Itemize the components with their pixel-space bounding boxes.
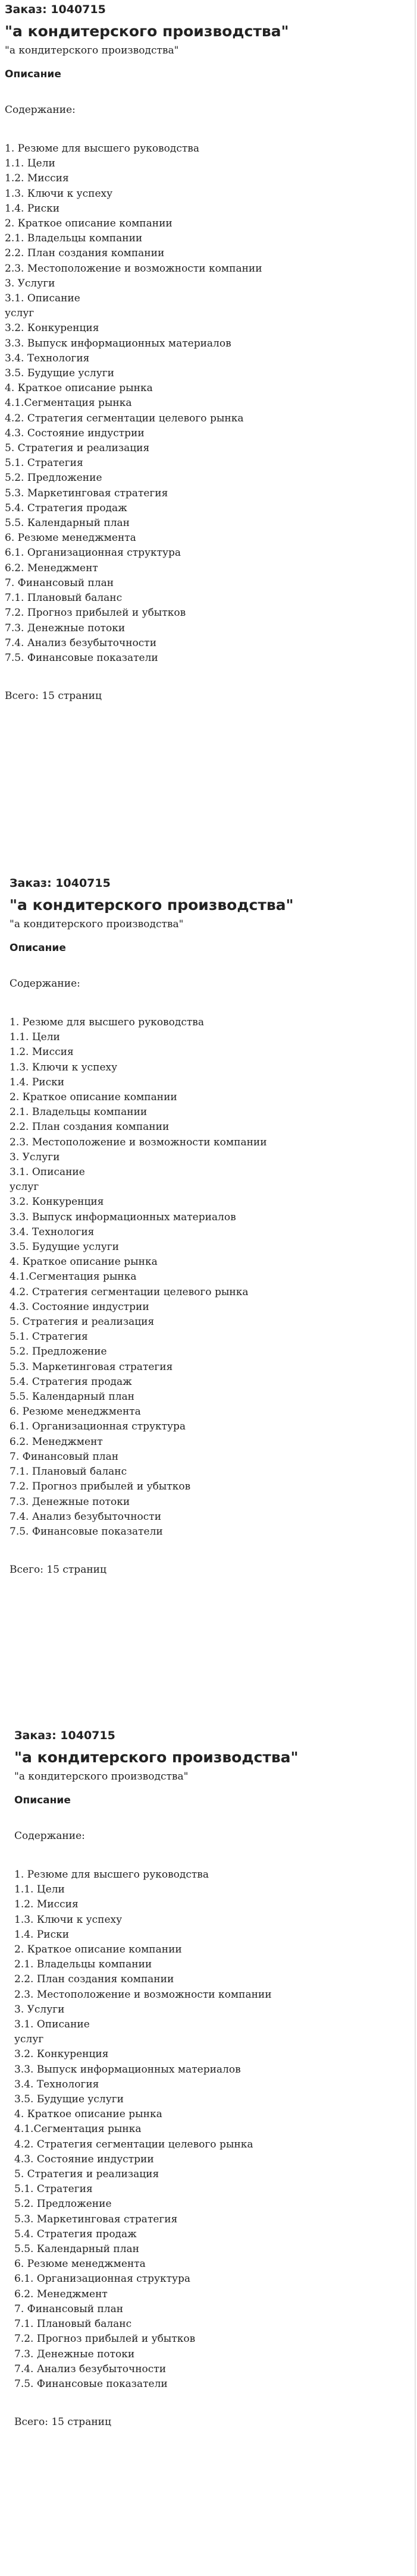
- toc-item: 1.2. Миссия: [5, 172, 69, 185]
- document-title: "а кондитерского производства": [10, 896, 294, 914]
- description-heading: Описание: [10, 942, 66, 954]
- toc-item: 3.1. Описание: [10, 1166, 85, 1179]
- toc-item: 6.2. Менеджмент: [14, 2288, 108, 2300]
- toc-item: 5.4. Стратегия продаж: [5, 502, 127, 514]
- toc-item: 5.5. Календарный план: [14, 2243, 140, 2256]
- toc-item: 7.5. Финансовые показатели: [5, 651, 158, 664]
- toc-item: 4. Краткое описание рынка: [10, 1256, 158, 1268]
- toc-item: 7.4. Анализ безубыточности: [14, 2363, 167, 2375]
- toc-item: 3.2. Конкуренция: [5, 322, 99, 335]
- toc-item: 2.1. Владельцы компании: [10, 1106, 148, 1119]
- toc-item: 4.2. Стратегия сегментации целевого рынка: [5, 412, 244, 424]
- toc-item: 7. Финансовый план: [14, 2303, 124, 2315]
- toc-item: 2.1. Владельцы компании: [5, 232, 143, 245]
- toc-item: 4.1.Сегментация рынка: [5, 397, 132, 410]
- table-of-contents: [5, 141, 397, 666]
- toc-item: 5.4. Стратегия продаж: [10, 1375, 132, 1388]
- toc-item: 3.3. Выпуск информационных материалов: [10, 1211, 236, 1223]
- contents-label: Содержание:: [10, 978, 80, 990]
- toc-item: 2.3. Местоположение и возможности компании: [5, 262, 262, 275]
- document-title: "а кондитерского производства": [14, 1749, 299, 1766]
- toc-item: 2.2. План создания компании: [10, 1121, 170, 1133]
- toc-item: 1.1. Цели: [10, 1031, 60, 1044]
- toc-item: 5.2. Предложение: [14, 2198, 112, 2210]
- toc-item: 7.1. Плановый баланс: [10, 1466, 127, 1478]
- toc-item: 3.2. Конкуренция: [10, 1196, 104, 1208]
- toc-item: 4.1.Сегментация рынка: [10, 1271, 137, 1283]
- table-of-contents: [10, 1015, 402, 1539]
- order-number: Заказ: 1040715: [14, 1729, 115, 1742]
- order-number: Заказ: 1040715: [10, 877, 111, 890]
- toc-item: 2.3. Местоположение и возможности компании: [10, 1136, 267, 1148]
- toc-item: 2.1. Владельцы компании: [14, 1958, 152, 1971]
- toc-item: 2. Краткое описание компании: [14, 1944, 182, 1956]
- toc-item: услуг: [5, 307, 35, 320]
- toc-item: 5.2. Предложение: [5, 472, 102, 484]
- toc-item: 5.3. Маркетинговая стратегия: [10, 1361, 173, 1373]
- toc-item: 1.3. Ключи к успеху: [10, 1061, 118, 1073]
- toc-item: 6. Резюме менеджмента: [10, 1406, 141, 1418]
- toc-item: 4.2. Стратегия сегментации целевого рынка: [14, 2138, 253, 2150]
- toc-item: 6. Резюме менеджмента: [14, 2258, 146, 2270]
- toc-item: 6.1. Организационная структура: [10, 1421, 186, 1433]
- toc-item: 4.3. Состояние индустрии: [10, 1300, 149, 1313]
- toc-item: 2.2. План создания компании: [5, 247, 165, 260]
- toc-item: 7. Финансовый план: [10, 1450, 119, 1463]
- toc-item: 1.2. Миссия: [10, 1046, 74, 1059]
- toc-item: 7.5. Финансовые показатели: [10, 1525, 163, 1538]
- toc-item: 3.2. Конкуренция: [14, 2048, 109, 2061]
- toc-item: 1.4. Риски: [5, 202, 60, 215]
- toc-item: 5.5. Календарный план: [10, 1391, 135, 1403]
- order-page-3: [14, 1728, 407, 2429]
- toc-item: 1.1. Цели: [14, 1884, 65, 1896]
- document-subtitle: "а кондитерского производства": [14, 1771, 189, 1783]
- toc-item: 2.3. Местоположение и возможности компании: [14, 1988, 272, 2001]
- toc-item: 5.3. Маркетинговая стратегия: [5, 487, 168, 499]
- toc-item: 7.4. Анализ безубыточности: [10, 1510, 162, 1523]
- toc-item: 7. Финансовый план: [5, 577, 114, 589]
- toc-item: 1. Резюме для высшего руководства: [5, 143, 199, 155]
- description-heading: Описание: [5, 68, 61, 80]
- table-of-contents: [14, 1868, 407, 2392]
- order-number: Заказ: 1040715: [5, 3, 106, 16]
- toc-item: 6.1. Организационная структура: [5, 547, 181, 559]
- toc-item: 3.3. Выпуск информационных материалов: [5, 337, 231, 349]
- toc-item: услуг: [10, 1181, 39, 1193]
- toc-item: 3.3. Выпуск информационных материалов: [14, 2063, 241, 2076]
- contents-label: Содержание:: [5, 104, 76, 116]
- toc-item: 3. Услуги: [10, 1151, 60, 1163]
- document-subtitle: "а кондитерского производства": [5, 45, 179, 56]
- order-page-1: [5, 2, 397, 703]
- toc-item: 3.5. Будущие услуги: [10, 1241, 119, 1254]
- toc-item: 3.5. Будущие услуги: [14, 2093, 124, 2106]
- toc-item: 1.4. Риски: [14, 1928, 70, 1941]
- toc-item: 5. Стратегия и реализация: [10, 1316, 155, 1328]
- total-pages: Всего: 15 страниц: [10, 1564, 106, 1576]
- toc-item: 1.2. Миссия: [14, 1898, 79, 1911]
- toc-item: 2. Краткое описание компании: [5, 218, 173, 230]
- toc-item: 7.3. Денежные потоки: [5, 622, 126, 634]
- toc-item: 4.3. Состояние индустрии: [5, 427, 145, 439]
- toc-item: 5. Стратегия и реализация: [5, 442, 150, 455]
- total-pages: Всего: 15 страниц: [14, 2416, 111, 2429]
- toc-item: 5. Стратегия и реализация: [14, 2168, 159, 2181]
- toc-item: 5.2. Предложение: [10, 1346, 107, 1358]
- toc-item: 1.4. Риски: [10, 1076, 65, 1088]
- toc-item: 3.1. Описание: [5, 292, 80, 305]
- toc-item: 1.3. Ключи к успеху: [5, 187, 113, 200]
- toc-item: 4.2. Стратегия сегментации целевого рынка: [10, 1286, 249, 1298]
- toc-item: 7.2. Прогноз прибылей и убытков: [14, 2333, 196, 2345]
- toc-item: 7.1. Плановый баланс: [14, 2318, 132, 2331]
- toc-item: 3.1. Описание: [14, 2018, 90, 2031]
- toc-item: 3. Услуги: [14, 2003, 65, 2016]
- toc-item: 7.5. Финансовые показатели: [14, 2377, 168, 2390]
- toc-item: 1. Резюме для высшего руководства: [14, 1869, 209, 1881]
- toc-item: 7.2. Прогноз прибылей и убытков: [10, 1481, 191, 1493]
- toc-item: 5.1. Стратегия: [5, 457, 83, 470]
- toc-item: 1.1. Цели: [5, 158, 55, 170]
- toc-item: 3.5. Будущие услуги: [5, 367, 114, 380]
- toc-item: услуг: [14, 2033, 44, 2046]
- toc-item: 5.4. Стратегия продаж: [14, 2228, 137, 2240]
- toc-item: 4.1.Сегментация рынка: [14, 2123, 142, 2136]
- toc-item: 6.1. Организационная структура: [14, 2273, 191, 2285]
- toc-item: 2.2. План создания компании: [14, 1973, 174, 1986]
- toc-item: 1. Резюме для высшего руководства: [10, 1016, 204, 1028]
- toc-item: 3.4. Технология: [14, 2078, 99, 2090]
- document-title: "а кондитерского производства": [5, 23, 289, 40]
- toc-item: 2. Краткое описание компании: [10, 1091, 177, 1104]
- toc-item: 5.1. Стратегия: [10, 1331, 88, 1343]
- toc-item: 3.4. Технология: [5, 352, 90, 364]
- toc-item: 7.1. Плановый баланс: [5, 592, 123, 604]
- toc-item: 6.2. Менеджмент: [5, 562, 98, 574]
- toc-item: 5.5. Календарный план: [5, 517, 130, 530]
- toc-item: 4. Краткое описание рынка: [14, 2108, 162, 2121]
- toc-item: 5.1. Стратегия: [14, 2183, 93, 2196]
- description-heading: Описание: [14, 1794, 71, 1806]
- contents-label: Содержание:: [14, 1830, 85, 1842]
- toc-item: 4. Краткое описание рынка: [5, 382, 153, 395]
- toc-item: 5.3. Маркетинговая стратегия: [14, 2213, 178, 2225]
- toc-item: 3.4. Технология: [10, 1226, 95, 1238]
- toc-item: 7.3. Денежные потоки: [14, 2348, 135, 2360]
- toc-item: 1.3. Ключи к успеху: [14, 1913, 123, 1926]
- toc-item: 7.4. Анализ безубыточности: [5, 637, 157, 649]
- document-subtitle: "а кондитерского производства": [10, 918, 184, 930]
- order-page-2: [10, 876, 402, 1576]
- total-pages: Всего: 15 страниц: [5, 690, 102, 703]
- toc-item: 4.3. Состояние индустрии: [14, 2153, 154, 2165]
- toc-item: 3. Услуги: [5, 277, 55, 289]
- toc-item: 6.2. Менеджмент: [10, 1435, 103, 1448]
- toc-item: 7.3. Денежные потоки: [10, 1495, 130, 1508]
- toc-item: 6. Резюме менеджмента: [5, 532, 136, 544]
- toc-item: 7.2. Прогноз прибылей и убытков: [5, 607, 186, 619]
